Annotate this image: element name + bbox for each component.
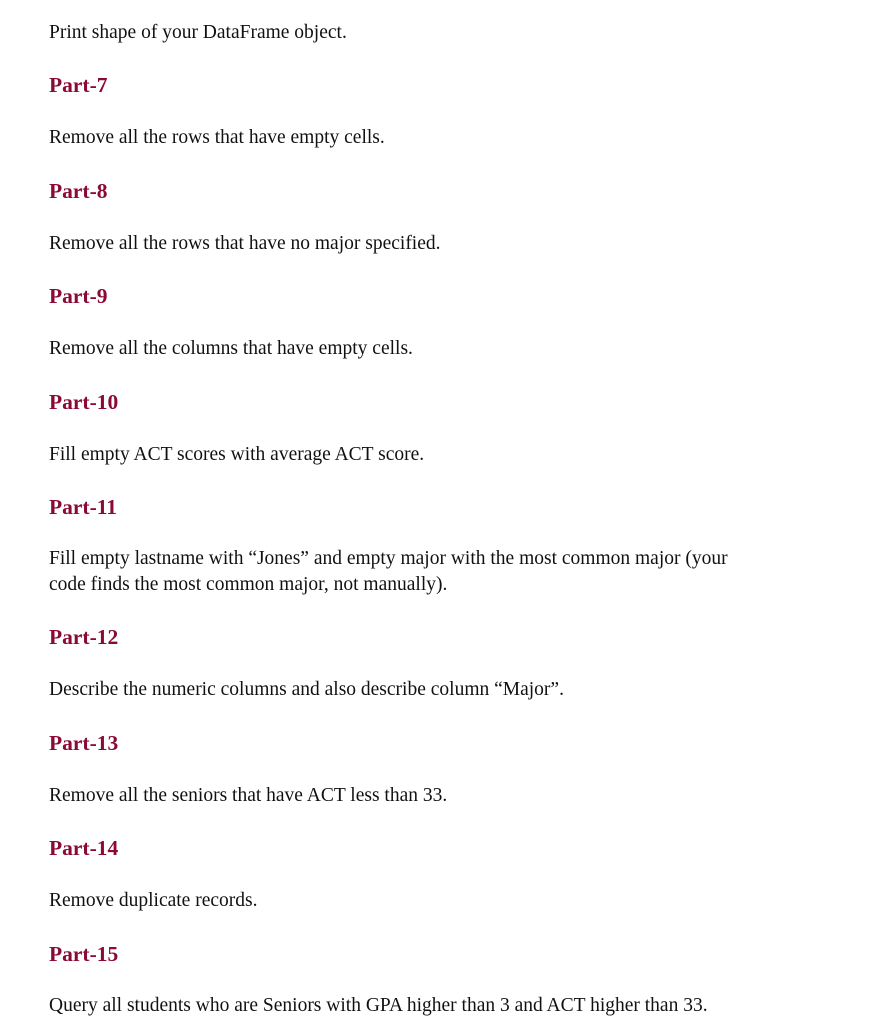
heading-part-15: Part-15 (49, 942, 119, 966)
instruction-part-12: Describe the numeric columns and also describe column “Major”. (49, 679, 564, 700)
heading-part-13: Part-13 (49, 731, 119, 755)
heading-part-7: Part-7 (49, 73, 108, 97)
heading-part-9: Part-9 (49, 284, 108, 308)
instruction-part-14: Remove duplicate records. (49, 890, 258, 911)
instruction-part-11-line-1: Fill empty lastname with “Jones” and empty major with the most common major (your (49, 548, 728, 569)
instruction-part-13: Remove all the seniors that have ACT less than 33. (49, 785, 448, 806)
heading-part-11: Part-11 (49, 495, 118, 519)
heading-part-8: Part-8 (49, 179, 108, 203)
instruction-part-11-line-2: code finds the most common major, not manually). (49, 574, 448, 595)
intro-text: Print shape of your DataFrame object. (49, 22, 347, 43)
instruction-part-9: Remove all the columns that have empty cells. (49, 338, 413, 359)
instruction-part-15: Query all students who are Seniors with GPA higher than 3 and ACT higher than 33. (49, 995, 708, 1016)
instruction-part-8: Remove all the rows that have no major specified. (49, 233, 441, 254)
instruction-part-7: Remove all the rows that have empty cells. (49, 127, 385, 148)
heading-part-10: Part-10 (49, 390, 119, 414)
heading-part-14: Part-14 (49, 836, 119, 860)
heading-part-12: Part-12 (49, 625, 119, 649)
instruction-part-10: Fill empty ACT scores with average ACT score. (49, 444, 425, 465)
